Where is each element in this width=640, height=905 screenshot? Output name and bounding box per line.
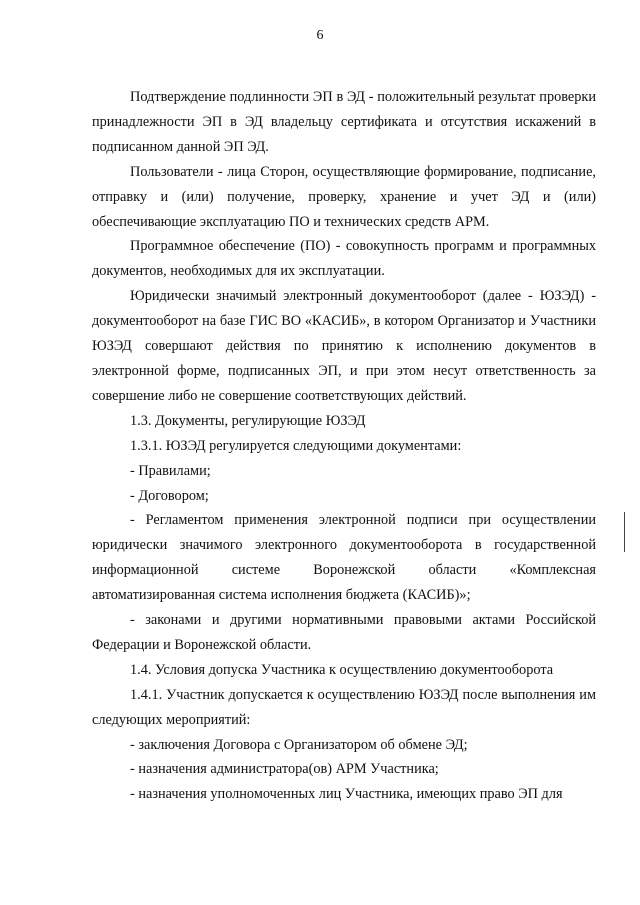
- list-item-laws: - законами и другими нормативными правовыми актами Российской Федерации и Воронежской области.: [92, 612, 596, 653]
- document-body: [92, 85, 596, 807]
- list-item-contract: - Договором;: [130, 487, 209, 504]
- paragraph-authenticity: Подтверждение подлинности ЭП в ЭД - положительный результат проверки принадлежности ЭП в ЭД владельцу сертификата и отсутствия искажений в подписанном данной ЭП ЭД.: [92, 89, 596, 155]
- list-item-admin: - назначения администратора(ов) АРМ Участника;: [130, 761, 439, 778]
- list-item-regulation: - Регламентом применения электронной подписи при осуществлении юридически значимого электронного документооборота в государственной информационной системе Воронежской области «Комплексная автоматизированная система исполнения бюджета (КАСИБ)»;: [92, 512, 596, 604]
- paragraph-1-3-1: 1.3.1. ЮЗЭД регулируется следующими документами:: [130, 437, 462, 454]
- section-heading-1-3: 1.3. Документы, регулирующие ЮЗЭД: [130, 412, 366, 429]
- list-item-agreement: - заключения Договора с Организатором об обмене ЭД;: [130, 736, 468, 753]
- list-item-rules: - Правилами;: [130, 462, 211, 479]
- page-number: 6: [316, 28, 324, 43]
- paragraph-1-4-1: 1.4.1. Участник допускается к осуществлению ЮЗЭД после выполнения им следующих мероприятий:: [92, 686, 596, 728]
- scan-edge-mark: [624, 512, 625, 552]
- paragraph-legal-edm: Юридически значимый электронный документооборот (далее - ЮЗЭД) - документооборот на базе ГИС ВО «КАСИБ», в котором Организатор и Участники ЮЗЭД совершают действия по принятию к исполнению документов в электронной форме, подписанных ЭП, и при этом несут ответственность за совершение либо не совершение соответствующих действий.: [92, 288, 596, 404]
- paragraph-software: Программное обеспечение (ПО) - совокупность программ и программных документов, необходимых для их эксплуатации.: [92, 238, 596, 280]
- paragraph-users: Пользователи - лица Сторон, осуществляющие формирование, подписание, отправку и (или) получение, проверку, хранение и учет ЭД и (или) обеспечивающие эксплуатацию ПО и технических средств АРМ.: [92, 163, 596, 230]
- section-heading-1-4: 1.4. Условия допуска Участника к осуществлению документооборота: [130, 661, 554, 678]
- list-item-authorized: - назначения уполномоченных лиц Участника, имеющих право ЭП для: [130, 786, 563, 803]
